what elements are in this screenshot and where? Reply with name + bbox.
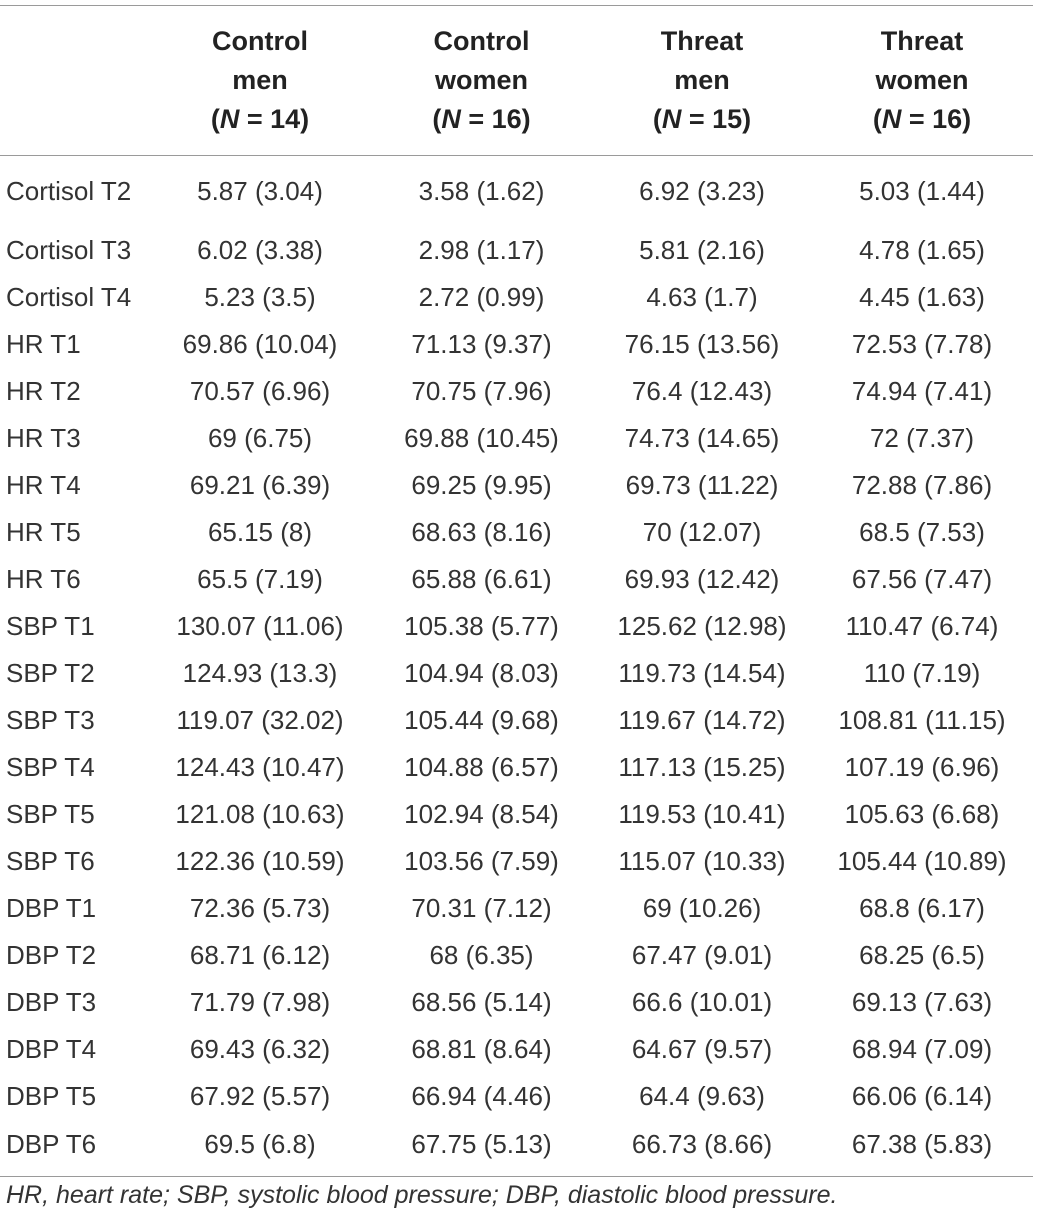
table-cell: 108.81 (11.15) <box>838 705 1006 735</box>
column-header-line1: Threat <box>880 26 964 56</box>
row-label: HR T6 <box>6 564 81 594</box>
row-label: HR T4 <box>6 470 81 500</box>
table-row <box>0 744 1033 791</box>
table-cell: 105.44 (10.89) <box>837 846 1007 876</box>
table-cell: 67.38 (5.83) <box>851 1128 993 1159</box>
table-cell: 5.23 (3.5) <box>204 282 316 312</box>
table-cell: 68.56 (5.14) <box>411 987 552 1017</box>
table-cell: 67.47 (9.01) <box>631 940 773 970</box>
table-cell: 125.62 (12.98) <box>617 611 787 641</box>
data-table <box>0 5 1033 1177</box>
table-cell: 68 (6.35) <box>429 940 534 970</box>
table-cell: 64.67 (9.57) <box>631 1034 773 1064</box>
table-cell: 6.02 (3.38) <box>197 235 323 265</box>
table-row <box>0 509 1033 556</box>
table-cell: 104.88 (6.57) <box>404 752 559 782</box>
table-cell: 4.45 (1.63) <box>859 282 985 312</box>
table-cell: 68.5 (7.53) <box>859 517 985 547</box>
table-cell: 3.58 (1.62) <box>418 176 545 206</box>
table-cell: 72 (7.37) <box>869 423 975 453</box>
table-row <box>0 462 1033 509</box>
table-cell: 117.13 (15.25) <box>618 752 786 782</box>
table-cell: 66.73 (8.66) <box>631 1128 773 1159</box>
table-cell: 71.79 (7.98) <box>189 987 331 1017</box>
table-cell: 68.8 (6.17) <box>859 893 985 923</box>
table-cell: 115.07 (10.33) <box>618 846 786 876</box>
table-cell: 122.36 (10.59) <box>175 846 345 876</box>
column-header-control-women <box>370 6 593 156</box>
table-row <box>0 321 1033 368</box>
table-cell: 68.71 (6.12) <box>189 940 331 970</box>
table-cell: 119.07 (32.02) <box>176 705 344 735</box>
table-row <box>0 697 1033 744</box>
header-corner <box>0 6 150 156</box>
table-row <box>0 1073 1033 1120</box>
table-cell: 67.92 (5.57) <box>189 1081 331 1111</box>
table-row <box>0 885 1033 932</box>
table-cell: 66.94 (4.46) <box>411 1081 552 1111</box>
table-cell: 64.4 (9.63) <box>639 1081 765 1111</box>
column-header-line2: men <box>674 65 730 95</box>
table-cell: 119.73 (14.54) <box>618 658 786 688</box>
column-header-line1: Control <box>433 26 530 56</box>
table-cell: 119.67 (14.72) <box>618 705 786 735</box>
table-cell: 105.63 (6.68) <box>844 799 1000 829</box>
row-label: SBP T2 <box>6 658 95 688</box>
row-label: DBP T3 <box>6 987 97 1017</box>
table-cell: 65.5 (7.19) <box>197 564 323 594</box>
row-label: HR T3 <box>6 423 81 453</box>
table-cell: 124.43 (10.47) <box>175 752 345 782</box>
row-label: DBP T4 <box>6 1034 97 1064</box>
table-cell: 104.94 (8.03) <box>404 658 559 688</box>
table-row <box>0 603 1033 650</box>
table-cell: 65.15 (8) <box>207 517 313 547</box>
table-cell: 76.15 (13.56) <box>624 329 780 359</box>
table-cell: 69.43 (6.32) <box>189 1034 331 1064</box>
table-row <box>0 368 1033 415</box>
table-cell: 74.73 (14.65) <box>624 423 780 453</box>
table-cell: 69.13 (7.63) <box>851 987 993 1017</box>
table-cell: 103.56 (7.59) <box>404 846 559 876</box>
table-header <box>0 6 1033 156</box>
table-cell: 69.25 (9.95) <box>411 470 552 500</box>
table-cell: 71.13 (9.37) <box>411 329 552 359</box>
table-cell: 105.44 (9.68) <box>404 705 559 735</box>
column-header-control-men <box>150 6 370 156</box>
table-row <box>0 227 1033 274</box>
table-cell: 68.94 (7.09) <box>851 1034 993 1064</box>
header-row <box>0 6 1033 156</box>
table-cell: 66.6 (10.01) <box>631 987 773 1017</box>
table-row <box>0 1120 1033 1177</box>
column-header-line1: Threat <box>660 26 744 56</box>
table-cell: 67.56 (7.47) <box>851 564 993 594</box>
row-label: HR T1 <box>6 329 81 359</box>
table-cell: 65.88 (6.61) <box>411 564 552 594</box>
table-body <box>0 156 1033 1177</box>
table-cell: 72.53 (7.78) <box>851 329 993 359</box>
table-cell: 4.78 (1.65) <box>859 235 985 265</box>
column-header-line2: women <box>434 65 528 95</box>
table-cell: 121.08 (10.63) <box>175 799 345 829</box>
table-row <box>0 274 1033 321</box>
table-row <box>0 1026 1033 1073</box>
column-header-threat-men <box>593 6 811 156</box>
table-cell: 69.88 (10.45) <box>404 423 559 453</box>
table-cell: 6.92 (3.23) <box>639 176 765 206</box>
table-cell: 2.72 (0.99) <box>418 282 545 312</box>
row-label: DBP T1 <box>6 893 97 923</box>
table-cell: 69 (6.75) <box>207 423 313 453</box>
table-cell: 119.53 (10.41) <box>618 799 786 829</box>
table-cell: 69.86 (10.04) <box>182 329 338 359</box>
table-cell: 110 (7.19) <box>863 658 981 688</box>
row-label: HR T2 <box>6 376 81 406</box>
row-label: SBP T3 <box>6 705 95 735</box>
table-cell: 70 (12.07) <box>642 517 762 547</box>
table-row <box>0 791 1033 838</box>
column-header-n: (N = 16) <box>432 104 531 134</box>
table-row <box>0 838 1033 885</box>
data-table-container <box>0 5 1033 1177</box>
table-cell: 69.73 (11.22) <box>625 470 779 500</box>
table-cell: 69.21 (6.39) <box>189 470 331 500</box>
table-cell: 4.63 (1.7) <box>646 282 758 312</box>
table-cell: 69.5 (6.8) <box>204 1128 316 1159</box>
row-label: DBP T5 <box>6 1081 97 1111</box>
table-cell: 72.88 (7.86) <box>851 470 993 500</box>
row-label: SBP T6 <box>6 846 95 876</box>
table-cell: 67.75 (5.13) <box>411 1128 552 1159</box>
table-cell: 66.06 (6.14) <box>851 1081 993 1111</box>
table-cell: 110.47 (6.74) <box>845 611 999 641</box>
column-header-line2: women <box>875 65 969 95</box>
row-label: DBP T2 <box>6 940 97 970</box>
table-cell: 105.38 (5.77) <box>404 611 559 641</box>
table-cell: 72.36 (5.73) <box>189 893 331 923</box>
table-row <box>0 156 1033 228</box>
table-cell: 5.81 (2.16) <box>639 235 765 265</box>
table-row <box>0 932 1033 979</box>
row-label: Cortisol T4 <box>6 282 132 312</box>
table-row <box>0 650 1033 697</box>
table-row <box>0 415 1033 462</box>
table-cell: 74.94 (7.41) <box>851 376 993 406</box>
column-header-threat-women <box>811 6 1033 156</box>
row-label: DBP T6 <box>6 1128 97 1159</box>
table-cell: 2.98 (1.17) <box>418 235 545 265</box>
table-cell: 70.31 (7.12) <box>411 893 552 923</box>
table-cell: 5.03 (1.44) <box>859 176 985 206</box>
row-label: SBP T4 <box>6 752 95 782</box>
table-cell: 76.4 (12.43) <box>631 376 773 406</box>
table-cell: 107.19 (6.96) <box>844 752 1000 782</box>
row-label: Cortisol T2 <box>6 176 132 206</box>
table-row <box>0 979 1033 1026</box>
table-cell: 69 (10.26) <box>642 893 762 923</box>
table-cell: 124.93 (13.3) <box>182 658 338 688</box>
table-footnote: HR, heart rate; SBP, systolic blood pressure; DBP, diastolic blood pressure. <box>6 1181 838 1209</box>
column-header-line1: Control <box>212 26 308 56</box>
column-header-n: (N = 16) <box>872 104 972 134</box>
column-header-n: (N = 14) <box>210 104 310 134</box>
table-cell: 130.07 (11.06) <box>176 611 344 641</box>
table-cell: 68.25 (6.5) <box>859 940 985 970</box>
row-label: Cortisol T3 <box>6 235 132 265</box>
row-label: SBP T1 <box>6 611 95 641</box>
column-header-n: (N = 15) <box>652 104 752 134</box>
column-header-line2: men <box>232 65 288 95</box>
table-cell: 68.63 (8.16) <box>411 517 552 547</box>
table-cell: 69.93 (12.42) <box>624 564 780 594</box>
table-cell: 70.75 (7.96) <box>411 376 552 406</box>
table-cell: 102.94 (8.54) <box>404 799 559 829</box>
table-row <box>0 556 1033 603</box>
table-cell: 68.81 (8.64) <box>411 1034 552 1064</box>
row-label: SBP T5 <box>6 799 95 829</box>
table-cell: 5.87 (3.04) <box>197 176 323 206</box>
table-cell: 70.57 (6.96) <box>189 376 331 406</box>
row-label: HR T5 <box>6 517 81 547</box>
